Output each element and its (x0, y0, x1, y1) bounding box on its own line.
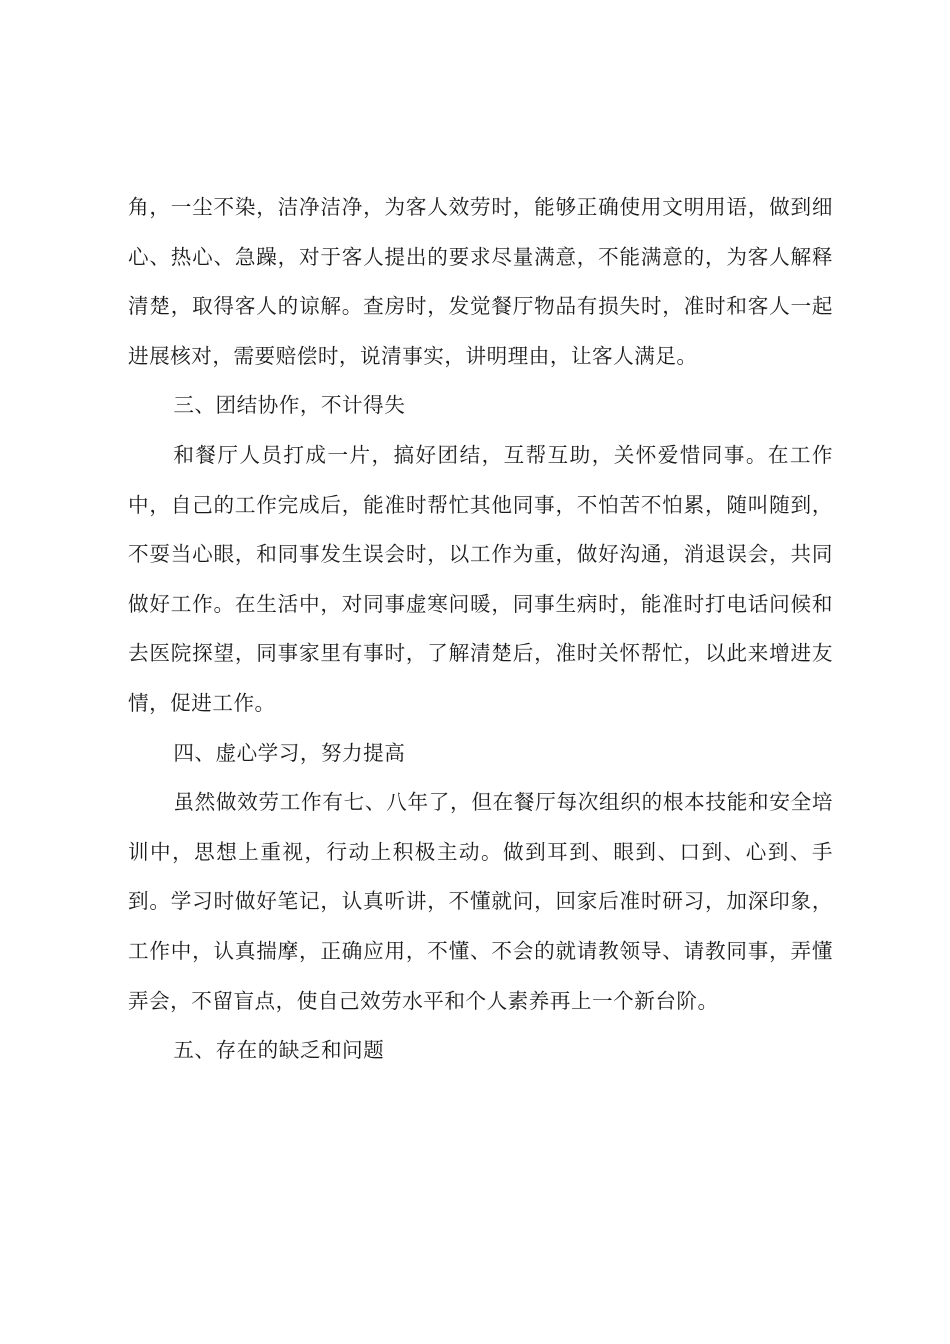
document-body (128, 183, 833, 1076)
paragraph-continued: 角，一尘不染，洁净洁净，为客人效劳时，能够正确使用文明用语，做到细心、热心、急躁，对于客人提出的要求尽量满意，不能满意的，为客人解释清楚，取得客人的谅解。查房时，发觉餐厅物品有损失时，准时和客人一起进展核对，需要赔偿时，说清事实，讲明理由，让客人满足。 (128, 195, 833, 368)
section-heading-3: 三、团结协作，不计得失 (173, 393, 406, 418)
paragraph-teamwork: 和餐厅人员打成一片，搞好团结，互帮互助，关怀爱惜同事。在工作中，自己的工作完成后，能准时帮忙其他同事，不怕苦不怕累，随叫随到，不耍当心眼，和同事发生误会时，以工作为重，做好沟通，消退误会，共同做好工作。在生活中，对同事虚寒问暖，同事生病时，能准时打电话问候和去医院探望，同事家里有事时，了解清楚后，准时关怀帮忙，以此来增进友情，促进工作。 (128, 442, 833, 715)
section-heading-4: 四、虚心学习，努力提高 (173, 740, 406, 765)
section-heading-5: 五、存在的缺乏和问题 (173, 1038, 385, 1063)
paragraph-learning: 虽然做效劳工作有七、八年了，但在餐厅每次组织的根本技能和安全培训中，思想上重视，行动上积极主动。做到耳到、眼到、口到、心到、手到。学习时做好笔记，认真听讲，不懂就问，回家后准时研习，加深印象，工作中，认真揣摩，正确应用，不懂、不会的就请教领导、请教同事，弄懂弄会，不留盲点，使自己效劳水平和个人素养再上一个新台阶。 (128, 790, 833, 1013)
